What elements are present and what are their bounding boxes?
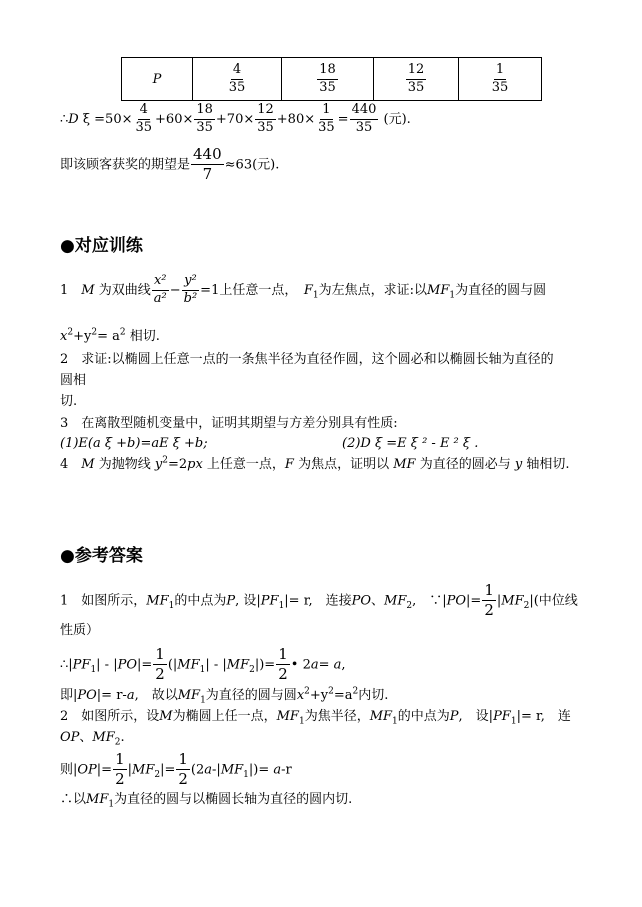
answer-1-line-1 [60, 582, 578, 620]
text: ξ =50× [82, 111, 133, 127]
text: 上任意一点， [202, 457, 285, 472]
fraction-den: a² [153, 290, 167, 306]
text: |= [466, 593, 482, 609]
text: 为焦半径， [304, 709, 370, 724]
fraction [317, 63, 338, 96]
fraction-num: 440 [350, 103, 379, 120]
subscript: 1 [449, 290, 456, 301]
text: 为焦点，证明以 [293, 457, 394, 472]
text: 为椭圆上任一点， [172, 709, 277, 724]
fraction-den: 2 [115, 770, 125, 789]
var: MF [276, 709, 299, 724]
text: | [127, 762, 133, 778]
text: |= [160, 762, 176, 778]
var: OP [77, 762, 97, 778]
answer-1-line-4 [60, 688, 388, 704]
var: P [449, 709, 459, 724]
var: OP [60, 730, 80, 745]
fraction [182, 274, 200, 307]
table-row [122, 58, 542, 101]
table-cell [459, 58, 542, 101]
text: | - | [205, 657, 227, 673]
fraction-num: 440 [191, 146, 224, 165]
var: a [126, 688, 135, 703]
subscript: 1 [168, 600, 175, 611]
problem-1 [60, 274, 546, 307]
fraction-num: 12 [255, 103, 276, 120]
text: , 设| [235, 593, 261, 609]
text: − [169, 282, 181, 298]
subscript: 2 [154, 769, 161, 780]
subscript: 1 [392, 716, 398, 727]
answer-2-line-3 [60, 751, 292, 789]
fraction [191, 146, 224, 184]
var: MF [132, 762, 155, 778]
fraction-den: 35 [355, 119, 373, 135]
text: = [337, 111, 349, 127]
subscript: 1 [200, 695, 206, 706]
problem-2-line-3: 切. [60, 394, 78, 409]
text: 2 如图所示，设 [60, 709, 160, 724]
text: =2 [167, 457, 188, 472]
var: P [226, 593, 236, 609]
text: -| [212, 762, 221, 778]
var: MF [384, 593, 407, 609]
var: MF [220, 762, 244, 778]
text: =a [333, 688, 353, 703]
text: 则| [60, 762, 78, 778]
fraction [316, 103, 337, 136]
text: 为直径的圆与以椭圆长轴为直径的圆内切. [114, 792, 353, 807]
text: , ∵| [412, 593, 447, 609]
text: +y [73, 329, 92, 344]
var: PO [446, 593, 467, 609]
text: ≈63(元). [224, 157, 280, 173]
text: |)= [254, 657, 276, 673]
text: (| [167, 657, 178, 673]
fraction-num: 1 [113, 751, 127, 770]
fraction-den: 35 [318, 119, 335, 135]
subscript: 1 [199, 664, 206, 675]
var: a [204, 762, 213, 778]
superscript: 2 [67, 327, 74, 338]
text: • 2 [290, 657, 311, 673]
var: x [60, 329, 68, 344]
fraction [406, 63, 427, 96]
var: y [154, 457, 163, 472]
text: +80× [276, 111, 316, 127]
subscript: 2 [249, 664, 255, 675]
table-cell [374, 58, 459, 101]
superscript: 2 [304, 686, 310, 697]
text: ∴| [60, 657, 73, 673]
table-label-cell [122, 58, 193, 101]
problem-2-line-2: 圆相 [60, 373, 87, 388]
answer-2-line-4 [60, 792, 352, 808]
text: 为直径的圆必与 [415, 457, 515, 472]
text: 即| [60, 688, 78, 703]
var: M [159, 709, 173, 724]
text: 轴相切. [522, 457, 570, 472]
text: 4 [60, 457, 82, 472]
text: , 设| [458, 709, 494, 724]
fraction-num: 12 [406, 63, 427, 80]
subscript: 2 [406, 600, 413, 611]
fraction-num: 1 [176, 751, 190, 770]
fraction [176, 751, 190, 789]
fraction [350, 103, 379, 136]
fraction-num: 1 [482, 582, 496, 601]
superscript: 2 [162, 455, 168, 466]
section-heading-answers: ●参考答案 [60, 546, 143, 566]
text: = a [97, 329, 120, 344]
text: = [318, 657, 334, 673]
var: MF [393, 457, 416, 472]
text: 为左焦点，求证:以 [318, 282, 428, 298]
answer-1-line-3 [60, 646, 346, 684]
text: |(中位线 [529, 593, 578, 609]
subscript: 1 [108, 799, 115, 810]
text: |)= [248, 762, 274, 778]
var: F [303, 282, 313, 298]
table-cell [193, 58, 282, 101]
var: a [310, 657, 319, 673]
p-label: P [152, 71, 162, 87]
problem-3-part-2: (2)D ξ =E ξ ² - E ² ξ . [342, 436, 479, 451]
fraction-num: 4 [231, 63, 243, 80]
text: |= [96, 762, 113, 778]
problem-1-line-2 [60, 329, 160, 345]
fraction [194, 103, 215, 136]
text: . [120, 730, 125, 745]
var: PF [72, 657, 91, 673]
var-d: D [68, 111, 79, 127]
text: +70× [215, 111, 255, 127]
fraction [113, 751, 127, 789]
var: MF [146, 593, 169, 609]
text: 的中点为 [174, 593, 227, 609]
text: +y [309, 688, 329, 703]
var: MF [177, 657, 200, 673]
var: M [81, 282, 95, 298]
text: ∴以 [60, 792, 87, 807]
fraction-den: b² [183, 290, 198, 306]
var: a [333, 657, 342, 673]
section-heading-training: ●对应训练 [60, 236, 143, 256]
fraction-num: 18 [317, 63, 338, 80]
fraction [255, 103, 276, 136]
var: M [81, 457, 95, 472]
superscript: 2 [352, 686, 359, 697]
subscript: 1 [243, 769, 249, 780]
fraction-num: 1 [320, 103, 332, 120]
text: 为直径的圆与圆 [205, 688, 297, 703]
fraction [133, 103, 154, 136]
var: F [284, 457, 294, 472]
text: 、 [79, 730, 93, 745]
var: MF [501, 593, 524, 609]
fraction-num: y² [182, 274, 199, 291]
subscript: 2 [523, 600, 530, 611]
text: , 故以 [134, 688, 178, 703]
fraction-num: 1 [276, 646, 290, 665]
fraction-den: 35 [257, 119, 274, 135]
problem-2-line-1: 2 求证:以椭圆上任意一点的一条焦半径为直径作圆，这个圆必和以椭圆长轴为直径的 [60, 352, 554, 367]
problem-number: 1 [60, 282, 69, 298]
var: PO [351, 593, 372, 609]
fraction-den: 2 [484, 601, 494, 620]
fraction-den: 35 [196, 119, 213, 135]
subscript: 1 [298, 716, 305, 727]
text: +60× [155, 111, 194, 127]
fraction [490, 63, 511, 96]
var: PO [117, 657, 137, 673]
subscript: 1 [90, 664, 97, 675]
text: =1上任意一点， [200, 282, 291, 298]
var: MF [427, 282, 450, 298]
fraction-den: 2 [278, 665, 288, 684]
fraction [227, 63, 248, 96]
table-cell [282, 58, 374, 101]
subscript: 1 [278, 600, 285, 611]
fraction [482, 582, 496, 620]
text: 即该顾客获奖的期望是 [60, 157, 191, 173]
text: 的中点为 [397, 709, 450, 724]
var: y [514, 457, 523, 472]
var: a [273, 762, 282, 778]
var: PF [493, 709, 511, 724]
text: 为抛物线 [94, 457, 155, 472]
text: 为双曲线 [94, 282, 151, 298]
text: -r [281, 762, 292, 778]
fraction-den: 35 [491, 79, 509, 95]
var: MF [86, 792, 109, 807]
fraction-num: x² [152, 274, 169, 291]
fraction [152, 274, 169, 307]
subscript: 1 [510, 716, 517, 727]
text: |= [137, 657, 153, 673]
fraction [276, 646, 290, 684]
text: 为直径的圆与圆 [455, 282, 547, 298]
text: 1 如图所示， [60, 593, 147, 609]
fraction-den: 7 [202, 165, 213, 184]
var: PF [260, 593, 279, 609]
fraction-den: 2 [155, 665, 165, 684]
fraction-den: 35 [135, 119, 153, 135]
text: |= r, 连接 [284, 593, 352, 609]
var: px [187, 457, 203, 472]
fraction-num: 1 [153, 646, 167, 665]
fraction-den: 35 [319, 79, 336, 95]
var: x [296, 688, 305, 703]
fraction-num: 1 [494, 63, 506, 80]
var: MF [92, 730, 115, 745]
text: 内切. [358, 688, 389, 703]
superscript: 2 [328, 686, 334, 697]
answer-2-line-2 [60, 730, 125, 746]
superscript: 2 [91, 327, 98, 338]
fraction-den: 35 [407, 79, 425, 95]
text: | - | [96, 657, 118, 673]
text: , [341, 657, 346, 673]
fraction-num: 4 [138, 103, 150, 120]
variance-formula [60, 103, 411, 136]
fraction-den: 35 [228, 79, 246, 95]
var: PO [77, 688, 97, 703]
text: (元). [383, 111, 411, 127]
subscript: 2 [114, 737, 121, 748]
text: 、 [371, 593, 385, 609]
problem-3-part-1: (1)E(a ξ +b)=aE ξ +b; [60, 436, 208, 451]
var: MF [177, 688, 201, 703]
superscript: 2 [119, 327, 126, 338]
text: |= r, 连 [516, 709, 571, 724]
expectation-line [60, 146, 279, 184]
answer-1-line-2: 性质） [60, 623, 100, 638]
fraction [153, 646, 167, 684]
probability-table [121, 57, 542, 101]
subscript: 1 [312, 290, 319, 301]
fraction-num: 18 [194, 103, 215, 120]
text: 相切. [125, 329, 160, 344]
problem-4 [60, 457, 569, 473]
therefore-symbol: ∴ [60, 111, 69, 127]
text: (2 [190, 762, 205, 778]
text: | [496, 593, 502, 609]
var: MF [226, 657, 250, 673]
var: MF [369, 709, 393, 724]
text: |= r- [96, 688, 127, 703]
problem-3-line-1: 3 在离散型随机变量中，证明其期望与方差分别具有性质: [60, 416, 398, 431]
answer-2-line-1 [60, 709, 571, 725]
fraction-den: 2 [178, 770, 188, 789]
